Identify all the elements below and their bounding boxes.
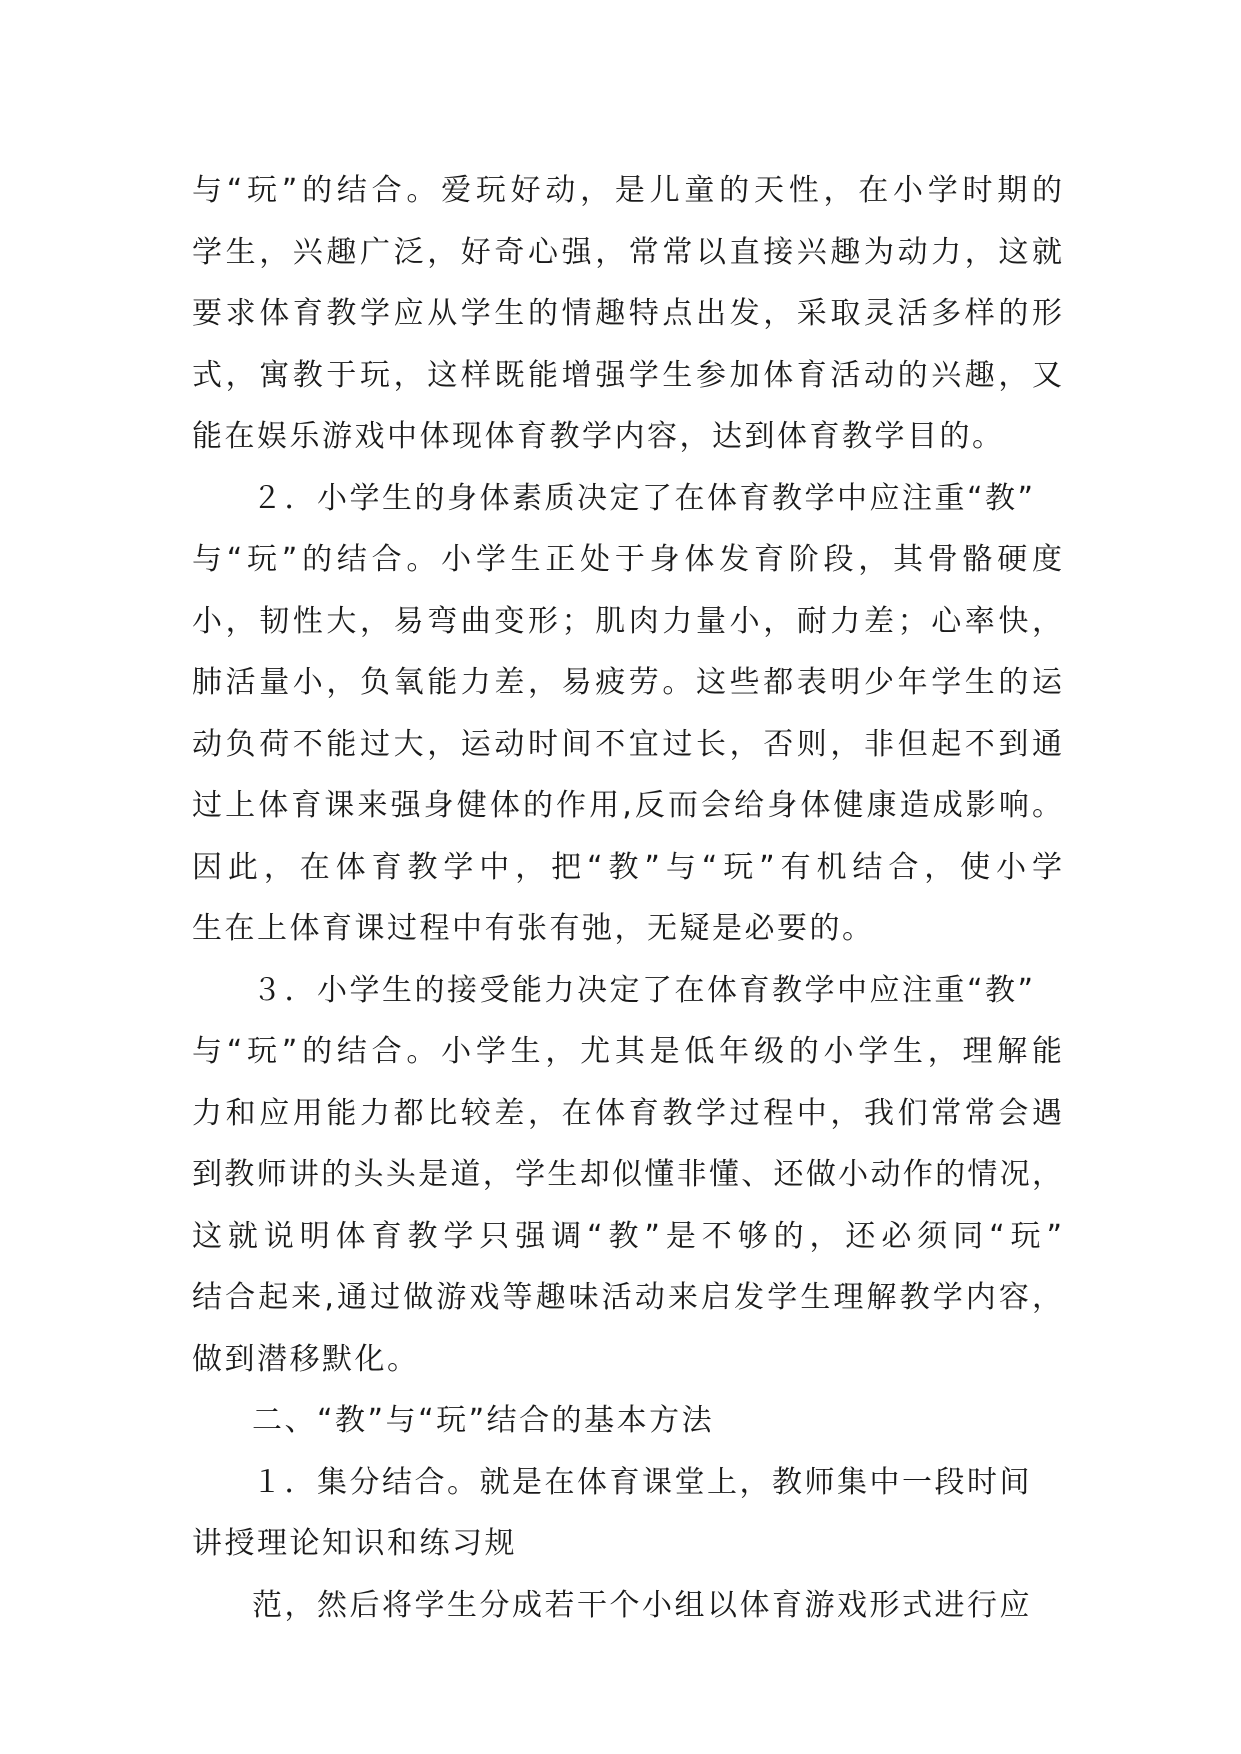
- text-line: 式，寓教于玩，这样既能增强学生参加体育活动的兴趣，又: [192, 357, 1062, 393]
- body-text: [192, 160, 1062, 1636]
- text-line: １．集分结合。就是在体育课堂上，教师集中一段时间: [252, 1464, 1032, 1500]
- text-line: 与“玩”的结合。小学生，尤其是低年级的小学生，理解能: [192, 1034, 1062, 1069]
- text-line: 肺活量小，负氧能力差，易疲劳。这些都表明少年学生的运: [192, 665, 1062, 700]
- text-line: 学生，兴趣广泛，好奇心强，常常以直接兴趣为动力，这就: [192, 234, 1062, 270]
- text-line: 能在娱乐游戏中体现体育教学内容，达到体育教学目的。: [192, 419, 1005, 454]
- text-line: 与“玩”的结合。爱玩好动，是儿童的天性，在小学时期的: [192, 173, 1062, 208]
- text-line: 这就说明体育教学只强调“教”是不够的，还必须同“玩”: [192, 1218, 1062, 1254]
- text-line: ３．小学生的接受能力决定了在体育教学中应注重“教”: [252, 972, 1036, 1008]
- text-line: 做到潜移默化。: [192, 1341, 420, 1377]
- text-line: 讲授理论知识和练习规: [192, 1526, 517, 1561]
- text-line: 生在上体育课过程中有张有弛，无疑是必要的。: [192, 911, 875, 946]
- text-line: 到教师讲的头头是道，学生却似懂非懂、还做小动作的情况，: [192, 1157, 1062, 1192]
- text-line: ２．小学生的身体素质决定了在体育教学中应注重“教”: [252, 480, 1036, 516]
- text-line: 动负荷不能过大，运动时间不宜过长，否则，非但起不到通: [192, 726, 1062, 762]
- text-line: 要求体育教学应从学生的情趣特点出发，采取灵活多样的形: [192, 296, 1062, 331]
- text-line: 因此，在体育教学中，把“教”与“玩”有机结合，使小学: [192, 849, 1062, 885]
- text-line: 力和应用能力都比较差，在体育教学过程中，我们常常会遇: [192, 1095, 1062, 1131]
- text-line: 二、“教”与“玩”结合的基本方法: [252, 1403, 715, 1438]
- text-line: 结合起来,通过做游戏等趣味活动来启发学生理解教学内容，: [192, 1280, 1062, 1315]
- text-line: 过上体育课来强身健体的作用,反而会给身体健康造成影响。: [192, 788, 1062, 823]
- text-line: 与“玩”的结合。小学生正处于身体发育阶段，其骨骼硬度: [192, 542, 1062, 577]
- text-line: 范，然后将学生分成若干个小组以体育游戏形式进行应: [252, 1587, 1032, 1623]
- text-line: 小，韧性大，易弯曲变形；肌肉力量小，耐力差；心率快，: [192, 603, 1062, 639]
